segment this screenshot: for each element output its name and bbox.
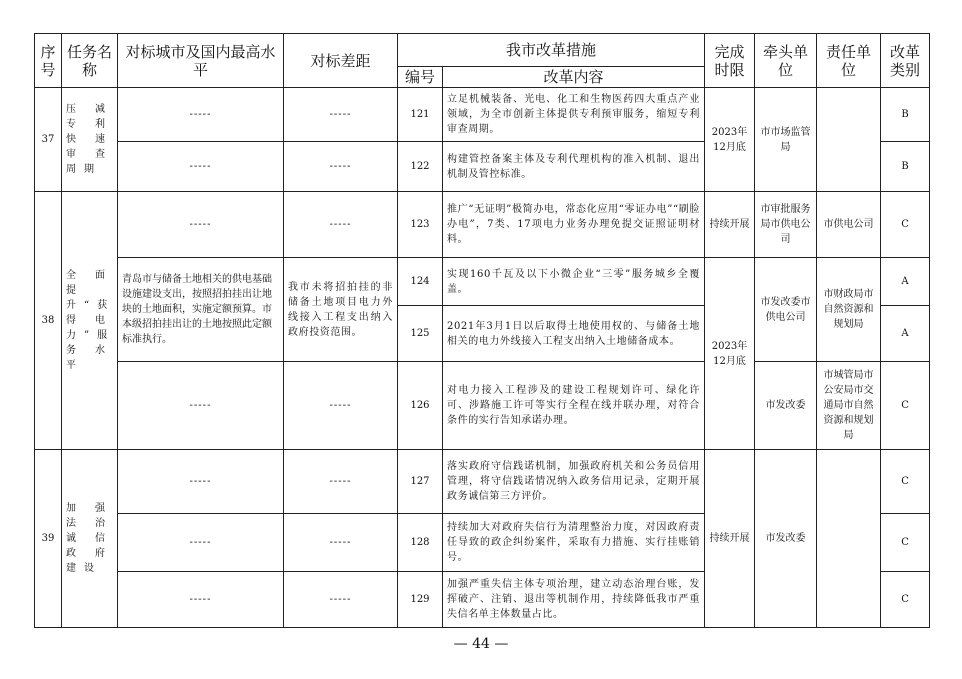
task-name: 压减专利快速审查周期 bbox=[62, 88, 118, 192]
gap-cell: ----- bbox=[284, 362, 398, 450]
benchmark-cell: 青岛市与储备土地相关的供电基础设施建设支出，按照招拍挂出让地块的土地面积，实施定额预算。市本级招拍挂出让的土地按照此定额标准执行。 bbox=[118, 258, 284, 362]
table-row bbox=[35, 362, 930, 450]
header-deadline: 完成时限 bbox=[705, 34, 755, 88]
category-cell: B bbox=[881, 142, 930, 192]
benchmark-cell: ----- bbox=[118, 450, 284, 514]
header-task: 任务名称 bbox=[62, 34, 118, 88]
header-measures: 我市改革措施 bbox=[398, 34, 705, 67]
lead-unit: 市发改委 bbox=[755, 362, 817, 450]
reform-content: 实现160千瓦及以下小微企业“三零”服务城乡全覆盖。 bbox=[443, 258, 705, 306]
header-gap: 对标差距 bbox=[284, 34, 398, 88]
item-number: 121 bbox=[398, 88, 443, 142]
benchmark-cell: ----- bbox=[118, 362, 284, 450]
header-num: 编号 bbox=[398, 67, 443, 88]
deadline-cell: 持续开展 bbox=[705, 450, 755, 628]
header-content: 改革内容 bbox=[443, 67, 705, 88]
table-row bbox=[35, 192, 930, 258]
task-name: 加强法治诚信政府建设 bbox=[62, 450, 118, 628]
page-number: — 44 — bbox=[453, 636, 509, 652]
task-name: 全面提升“获得电力”服务水平 bbox=[62, 192, 118, 450]
item-number: 127 bbox=[398, 450, 443, 514]
reform-content: 推广“无证明”极简办电，常态化应用“零证办电”“刷脸办电”，7类、17项电力业务办理免提交证照证明材料。 bbox=[443, 192, 705, 258]
item-number: 126 bbox=[398, 362, 443, 450]
resp-unit: 市财政局市自然资源和规划局 bbox=[817, 258, 881, 362]
resp-unit bbox=[817, 88, 881, 192]
item-number: 124 bbox=[398, 258, 443, 306]
reform-content: 构建管控备案主体及专利代理机构的准入机制、退出机制及管控标准。 bbox=[443, 142, 705, 192]
lead-unit: 市发改委 bbox=[755, 450, 817, 628]
benchmark-cell: ----- bbox=[118, 514, 284, 572]
header-seq: 序号 bbox=[35, 34, 62, 88]
table-row bbox=[35, 450, 930, 514]
resp-unit: 市供电公司 bbox=[817, 192, 881, 258]
seq-cell: 38 bbox=[35, 192, 62, 450]
header-benchmark: 对标城市及国内最高水平 bbox=[118, 34, 284, 88]
category-cell: A bbox=[881, 258, 930, 306]
reform-content: 对电力接入工程涉及的建设工程规划许可、绿化许可、涉路施工许可等实行全程在线并联办理，对符合条件的实行告知承诺办理。 bbox=[443, 362, 705, 450]
gap-cell: ----- bbox=[284, 572, 398, 628]
item-number: 122 bbox=[398, 142, 443, 192]
gap-cell: ----- bbox=[284, 514, 398, 572]
gap-cell: ----- bbox=[284, 88, 398, 142]
seq-cell: 37 bbox=[35, 88, 62, 192]
deadline-cell: 2023年12月底 bbox=[705, 88, 755, 192]
item-number: 129 bbox=[398, 572, 443, 628]
reform-content: 2021年3月1日以后取得土地使用权的、与储备土地相关的电力外线接入工程支出纳入土地储备成本。 bbox=[443, 306, 705, 362]
category-cell: C bbox=[881, 514, 930, 572]
category-cell: B bbox=[881, 88, 930, 142]
gap-cell: ----- bbox=[284, 142, 398, 192]
gap-cell: ----- bbox=[284, 450, 398, 514]
header-resp: 责任单位 bbox=[817, 34, 881, 88]
table-row bbox=[35, 258, 930, 306]
lead-unit: 市审批服务局市供电公司 bbox=[755, 192, 817, 258]
benchmark-cell: ----- bbox=[118, 88, 284, 142]
deadline-cell: 2023年12月底 bbox=[705, 258, 755, 450]
benchmark-cell: ----- bbox=[118, 572, 284, 628]
deadline-cell: 持续开展 bbox=[705, 192, 755, 258]
resp-unit: 市城管局市公安局市交通局市自然资源和规划局 bbox=[817, 362, 881, 450]
reform-content: 持续加大对政府失信行为清理整治力度，对因政府责任导致的政企纠纷案件，采取有力措施、实行挂账销号。 bbox=[443, 514, 705, 572]
resp-unit bbox=[817, 450, 881, 628]
reform-content: 落实政府守信践诺机制，加强政府机关和公务员信用管理，将守信践诺情况纳入政务信用记录，定期开展政务诚信第三方评价。 bbox=[443, 450, 705, 514]
reform-content: 加强严重失信主体专项治理，建立动态治理台账，发挥破产、注销、退出等机制作用，持续降低我市严重失信名单主体数量占比。 bbox=[443, 572, 705, 628]
benchmark-cell: ----- bbox=[118, 192, 284, 258]
category-cell: C bbox=[881, 192, 930, 258]
benchmark-cell: ----- bbox=[118, 142, 284, 192]
seq-cell: 39 bbox=[35, 450, 62, 628]
category-cell: C bbox=[881, 450, 930, 514]
table-row bbox=[35, 88, 930, 142]
lead-unit: 市发改委市供电公司 bbox=[755, 258, 817, 362]
reform-table bbox=[34, 33, 930, 628]
item-number: 123 bbox=[398, 192, 443, 258]
header-category: 改革类别 bbox=[881, 34, 930, 88]
item-number: 128 bbox=[398, 514, 443, 572]
reform-content: 立足机械装备、光电、化工和生物医药四大重点产业领域，为全市创新主体提供专利预审服务，缩短专利审查周期。 bbox=[443, 88, 705, 142]
gap-cell: 我市未将招拍挂的非储备土地项目电力外线接入工程支出纳入政府投资范围。 bbox=[284, 258, 398, 362]
gap-cell: ----- bbox=[284, 192, 398, 258]
item-number: 125 bbox=[398, 306, 443, 362]
category-cell: C bbox=[881, 362, 930, 450]
category-cell: A bbox=[881, 306, 930, 362]
lead-unit: 市市场监管局 bbox=[755, 88, 817, 192]
category-cell: C bbox=[881, 572, 930, 628]
header-lead: 牵头单位 bbox=[755, 34, 817, 88]
